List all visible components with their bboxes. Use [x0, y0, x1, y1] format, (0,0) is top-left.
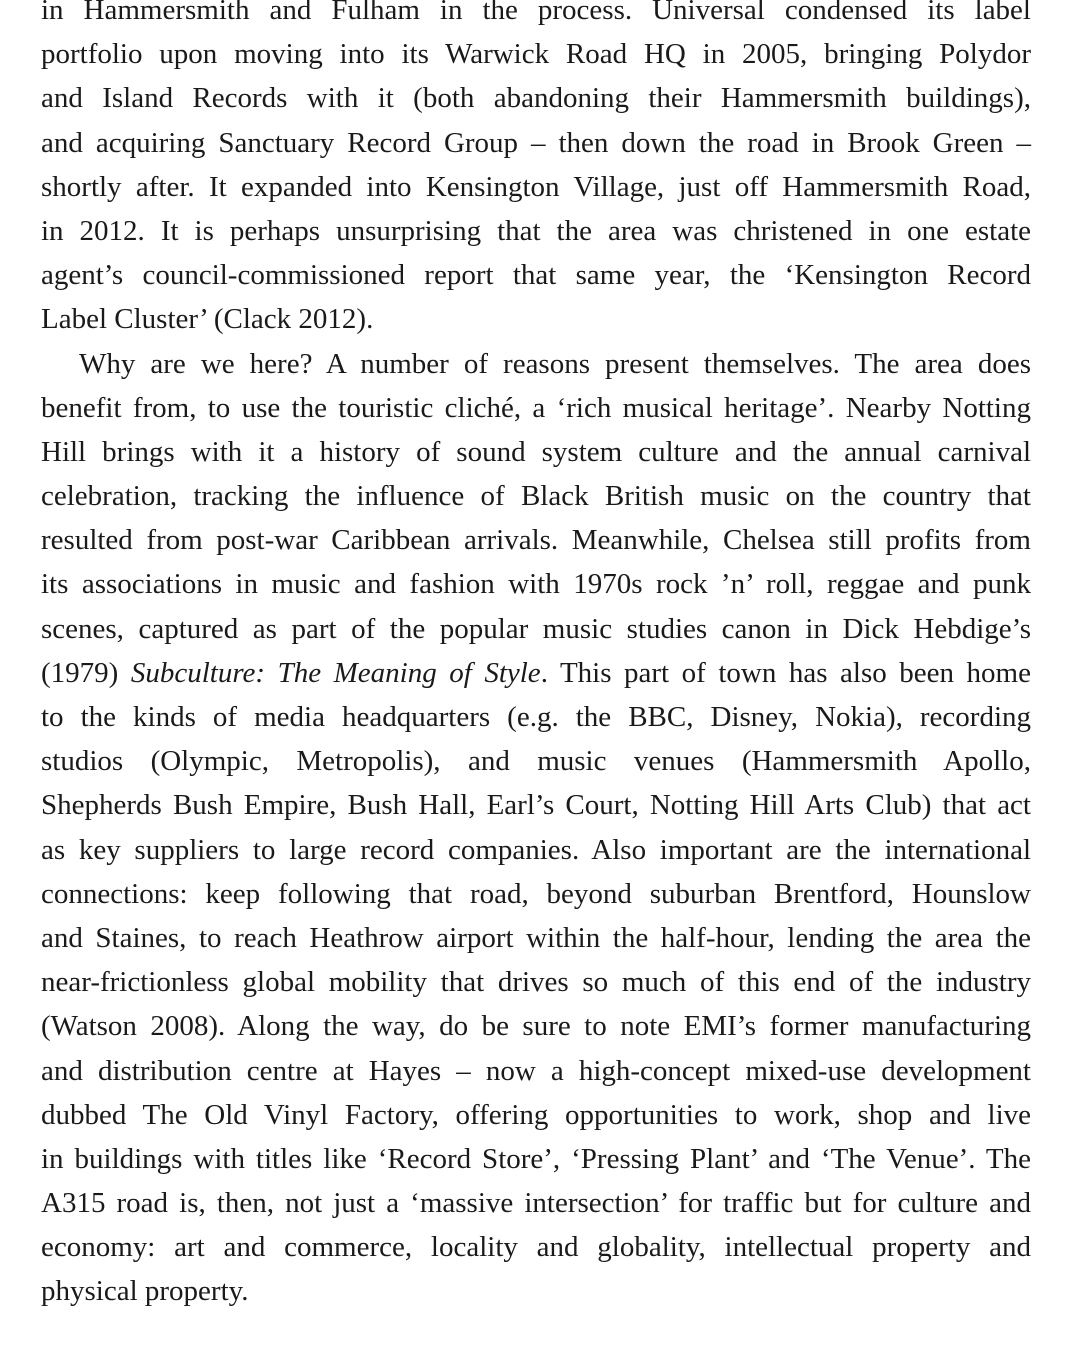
text-line: in buildings with titles like ‘Record Store’, ‘Pressing Plant’ and ‘The Venue’. The [41, 1142, 1031, 1175]
text-line: physical property. [41, 1275, 249, 1308]
text-line: resulted from post-war Caribbean arrivals. Meanwhile, Chelsea still profits from [41, 524, 1031, 557]
text-line: portfolio upon moving into its Warwick Road HQ in 2005, bringing Polydor [41, 38, 1031, 71]
text-line: and acquiring Sanctuary Record Group – then down the road in Brook Green – [41, 126, 1031, 159]
text-line: Label Cluster’ (Clack 2012). [41, 303, 374, 336]
text-line: to the kinds of media headquarters (e.g. the BBC, Disney, Nokia), recording [41, 701, 1031, 733]
text-line: Why are we here? A number of reasons present themselves. The area does [79, 347, 1031, 380]
text-line: (Watson 2008). Along the way, do be sure to note EMI’s former manufacturing [41, 1010, 1031, 1043]
text-line: shortly after. It expanded into Kensington Village, just off Hammersmith Road, [41, 170, 1031, 203]
text-continuation: . This part of town has also been home [540, 656, 1031, 689]
text-line: and distribution centre at Hayes – now a high-concept mixed-use development [41, 1054, 1031, 1087]
text-line: Hill brings with it a history of sound system culture and the annual carnival [41, 435, 1031, 468]
text-line: connections: keep following that road, beyond suburban Brentford, Hounslow [41, 877, 1031, 910]
text-line: and Staines, to reach Heathrow airport within the half-hour, lending the area the [41, 921, 1031, 954]
text-line: scenes, captured as part of the popular music studies canon in Dick Hebdige’s [41, 612, 1031, 645]
text-line: in 2012. It is perhaps unsurprising that the area was christened in one estate [41, 214, 1031, 247]
paragraph-1 [41, 0, 1031, 342]
text-line: economy: art and commerce, locality and globality, intellectual property and [41, 1231, 1031, 1264]
citation-year: (1979) [41, 656, 131, 689]
text-line: its associations in music and fashion with 1970s rock ’n’ roll, reggae and punk [41, 568, 1031, 601]
text-line: and Island Records with it (both abandoning their Hammersmith buildings), [41, 82, 1031, 115]
text-line: Shepherds Bush Empire, Bush Hall, Earl’s Court, Notting Hill Arts Club) that act [41, 789, 1031, 822]
text-line: as key suppliers to large record companies. Also important are the international [41, 833, 1031, 866]
text-line: agent’s council-commissioned report that same year, the ‘Kensington Record [41, 259, 1031, 292]
text-line: A315 road is, then, not just a ‘massive intersection’ for traffic but for culture and [41, 1187, 1031, 1220]
book-page-body [41, 0, 1031, 1314]
text-line: near-frictionless global mobility that drives so much of this end of the industry [41, 966, 1031, 999]
text-line-with-book-title [41, 651, 1031, 695]
text-line: dubbed The Old Vinyl Factory, offering opportunities to work, shop and live [41, 1098, 1031, 1131]
text-line: studios (Olympic, Metropolis), and music venues (Hammersmith Apollo, [41, 745, 1031, 778]
text-line: in Hammersmith and Fulham in the process. Universal condensed its label [41, 0, 1031, 26]
book-title-italic: Subculture: The Meaning of Style [130, 656, 541, 689]
paragraph-2 [41, 342, 1031, 1314]
text-line: benefit from, to use the touristic cliché, a ‘rich musical heritage’. Nearby Notting [41, 391, 1031, 424]
text-line: celebration, tracking the influence of Black British music on the country that [41, 480, 1031, 513]
